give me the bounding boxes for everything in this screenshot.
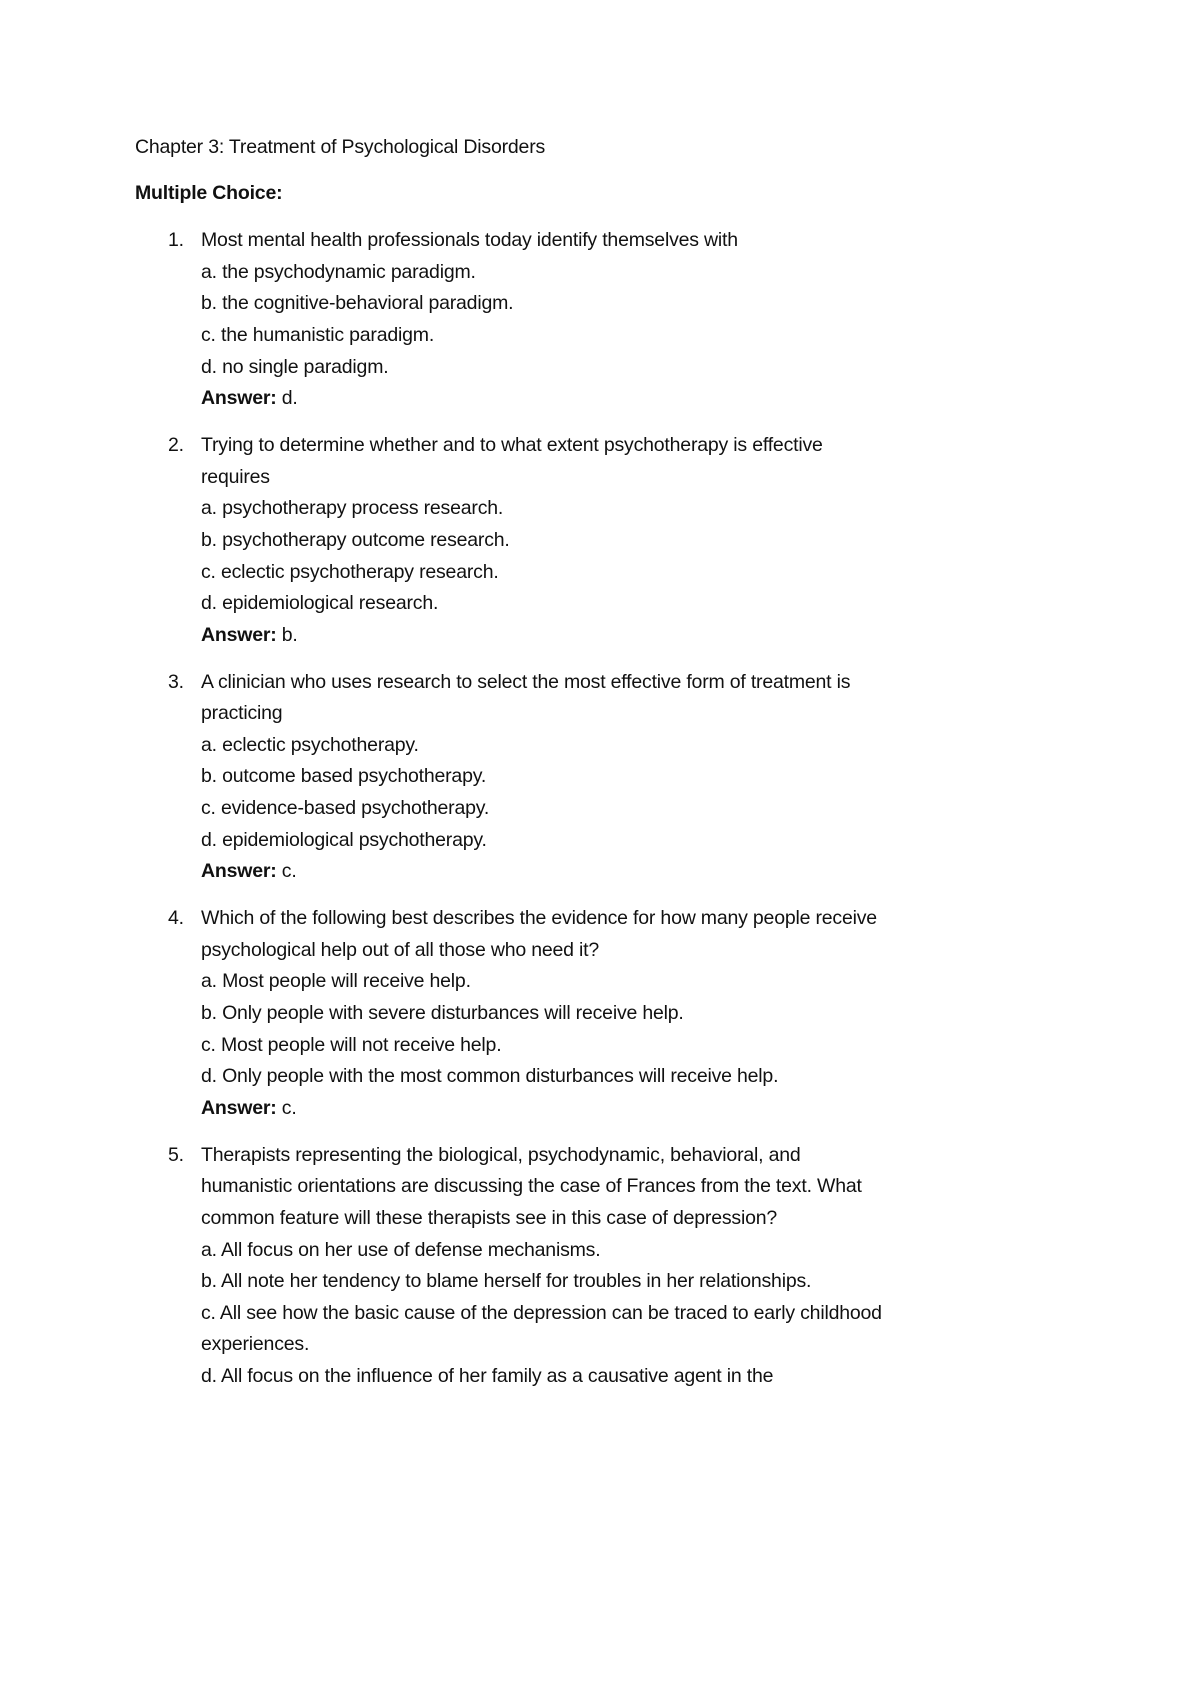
- question-stem-line: requires: [201, 465, 270, 488]
- question-stem-line: humanistic orientations are discussing the case of Frances from the text. What: [201, 1175, 862, 1198]
- answer-option: c. the humanistic paradigm.: [201, 323, 435, 346]
- answer-option: a. psychotherapy process research.: [201, 497, 504, 520]
- answer-option: d. All focus on the influence of her family as a causative agent in the: [201, 1364, 774, 1387]
- question-item: [135, 225, 995, 415]
- question-stem-line: psychological help out of all those who need it?: [201, 938, 600, 961]
- answer-label: Answer:: [201, 623, 277, 646]
- answer-option: a. the psychodynamic paradigm.: [201, 260, 476, 283]
- question-stem-line: Therapists representing the biological, psychodynamic, behavioral, and: [201, 1143, 801, 1166]
- answer-option: b. the cognitive-behavioral paradigm.: [201, 292, 514, 315]
- answer-option: a. Most people will receive help.: [201, 970, 471, 993]
- answer-option: c. Most people will not receive help.: [201, 1033, 502, 1056]
- answer-key: [201, 383, 995, 415]
- question-stem-line: Trying to determine whether and to what extent psychotherapy is effective: [201, 434, 823, 457]
- document-page: [135, 132, 995, 1408]
- answer-value: c.: [281, 1096, 297, 1119]
- question-stem-line: Most mental health professionals today identify themselves with: [201, 229, 738, 252]
- question-number: 2.: [168, 434, 184, 457]
- answer-value: c.: [281, 860, 297, 883]
- answer-label: Answer:: [201, 387, 277, 410]
- answer-option: experiences.: [201, 1333, 310, 1356]
- chapter-title: Chapter 3: Treatment of Psychological Disorders: [135, 136, 546, 158]
- question-stem-line: Which of the following best describes the evidence for how many people receive: [201, 907, 877, 930]
- question-item: [135, 1140, 995, 1393]
- question-number: 4.: [168, 907, 184, 930]
- answer-option: c. eclectic psychotherapy research.: [201, 560, 499, 583]
- answer-option: b. outcome based psychotherapy.: [201, 765, 487, 788]
- question-item: [135, 903, 995, 1124]
- answer-option: b. All note her tendency to blame herself for troubles in her relationships.: [201, 1270, 812, 1293]
- question-number: 5.: [168, 1143, 184, 1166]
- answer-key: [201, 1093, 995, 1125]
- answer-value: d.: [281, 387, 298, 410]
- question-number: 1.: [168, 229, 184, 252]
- answer-key: [201, 620, 995, 652]
- question-stem-line: A clinician who uses research to select the most effective form of treatment is: [201, 670, 851, 693]
- question-number: 3.: [168, 670, 184, 693]
- answer-option: d. epidemiological research.: [201, 592, 439, 615]
- answer-option: b. Only people with severe disturbances will receive help.: [201, 1002, 684, 1024]
- answer-option: d. Only people with the most common disturbances will receive help.: [201, 1065, 779, 1088]
- answer-option: d. no single paradigm.: [201, 355, 389, 378]
- question-list: [135, 225, 995, 1392]
- answer-option: a. eclectic psychotherapy.: [201, 733, 419, 756]
- answer-label: Answer:: [201, 1096, 277, 1119]
- answer-option: a. All focus on her use of defense mechanisms.: [201, 1238, 601, 1261]
- answer-value: b.: [281, 623, 298, 646]
- question-stem-line: common feature will these therapists see in this case of depression?: [201, 1206, 778, 1229]
- answer-option: d. epidemiological psychotherapy.: [201, 828, 487, 851]
- question-stem-line: practicing: [201, 702, 283, 725]
- answer-label: Answer:: [201, 860, 277, 883]
- question-item: [135, 430, 995, 651]
- answer-option: c. All see how the basic cause of the depression can be traced to early childhood: [201, 1301, 882, 1324]
- section-heading: Multiple Choice:: [135, 182, 283, 205]
- answer-key: [201, 856, 995, 888]
- answer-option: c. evidence-based psychotherapy.: [201, 797, 490, 820]
- question-item: [135, 667, 995, 888]
- answer-option: b. psychotherapy outcome research.: [201, 528, 510, 551]
